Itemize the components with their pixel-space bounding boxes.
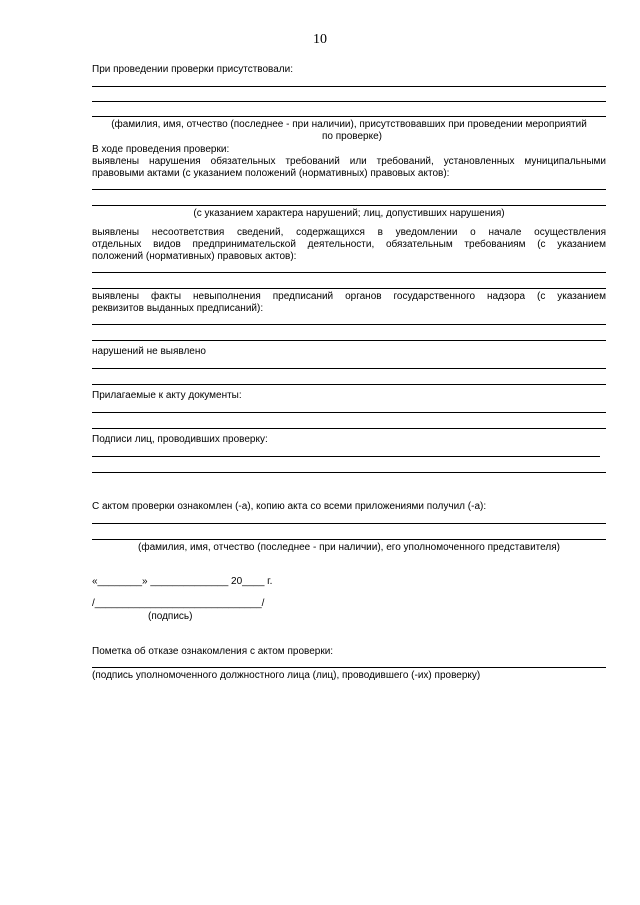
refusal-caption: (подпись уполномоченного должностного лица (лиц), проводившего (-их) проверку) — [92, 670, 481, 681]
nonfulfillment-line-1[interactable] — [92, 324, 606, 325]
signature-caption: (подпись) — [148, 611, 193, 622]
signature-line[interactable]: /______________________________/ — [92, 598, 265, 609]
attachments-line-1[interactable] — [92, 412, 606, 413]
discrepancy-line-1[interactable] — [92, 272, 606, 273]
refusal-label: Пометка об отказе ознакомления с актом проверки: — [92, 646, 334, 657]
discrepancy-text-3: положений (нормативных) правовых актов): — [92, 251, 297, 262]
violations-caption: (с указанием характера нарушений; лиц, допустивших нарушения) — [193, 208, 505, 219]
nonfulfillment-text-2: реквизитов выданных предписаний): — [92, 303, 264, 314]
page-number: 10 — [313, 32, 327, 47]
findings-intro: В ходе проведения проверки: — [92, 144, 230, 155]
nonfulfillment-line-2[interactable] — [92, 340, 606, 341]
discrepancy-text-1: выявлены несоответствия сведений, содержащихся в уведомлении о начале осуществления — [92, 227, 606, 238]
present-label: При проведении проверки присутствовали: — [92, 64, 293, 75]
present-line-3[interactable] — [92, 116, 606, 117]
date-line[interactable]: «________» ______________ 20____ г. — [92, 576, 273, 587]
present-caption-2: по проверке) — [322, 131, 382, 142]
none-found-line-2[interactable] — [92, 384, 606, 385]
discrepancy-text-2: отдельных видов предпринимательской деятельности, обязательным требованиям (с указанием — [92, 239, 606, 250]
present-caption-1: (фамилия, имя, отчество (последнее - при наличии), присутствовавших при проведении мероприятий — [111, 119, 587, 130]
violations-line-1[interactable] — [92, 189, 606, 190]
violations-line-2[interactable] — [92, 205, 606, 206]
refusal-line[interactable] — [92, 667, 606, 668]
attachments-line-2[interactable] — [92, 428, 606, 429]
acknowledgment-line-2[interactable] — [92, 539, 606, 540]
present-line-1[interactable] — [92, 86, 606, 87]
acknowledgment-line-1[interactable] — [92, 523, 606, 524]
violations-text-2: правовыми актами (с указанием положений (нормативных) правовых актов): — [92, 168, 450, 179]
nonfulfillment-text-1: выявлены факты невыполнения предписаний органов государственного надзора (с указанием — [92, 291, 606, 302]
violations-text-1: выявлены нарушения обязательных требований или требований, установленных муниципальными — [92, 156, 606, 167]
present-line-2[interactable] — [92, 101, 606, 102]
acknowledgment-caption: (фамилия, имя, отчество (последнее - при наличии), его уполномоченного представителя) — [138, 542, 560, 553]
signatures-line-1[interactable] — [92, 456, 600, 457]
attachments-label: Прилагаемые к акту документы: — [92, 390, 242, 401]
acknowledgment-text: С актом проверки ознакомлен (-а), копию акта со всеми приложениями получил (-а): — [92, 501, 487, 512]
signatures-line-2[interactable] — [92, 472, 606, 473]
discrepancy-line-2[interactable] — [92, 288, 606, 289]
none-found-line-1[interactable] — [92, 368, 606, 369]
none-found-text: нарушений не выявлено — [92, 346, 206, 357]
signatures-label: Подписи лиц, проводивших проверку: — [92, 434, 268, 445]
